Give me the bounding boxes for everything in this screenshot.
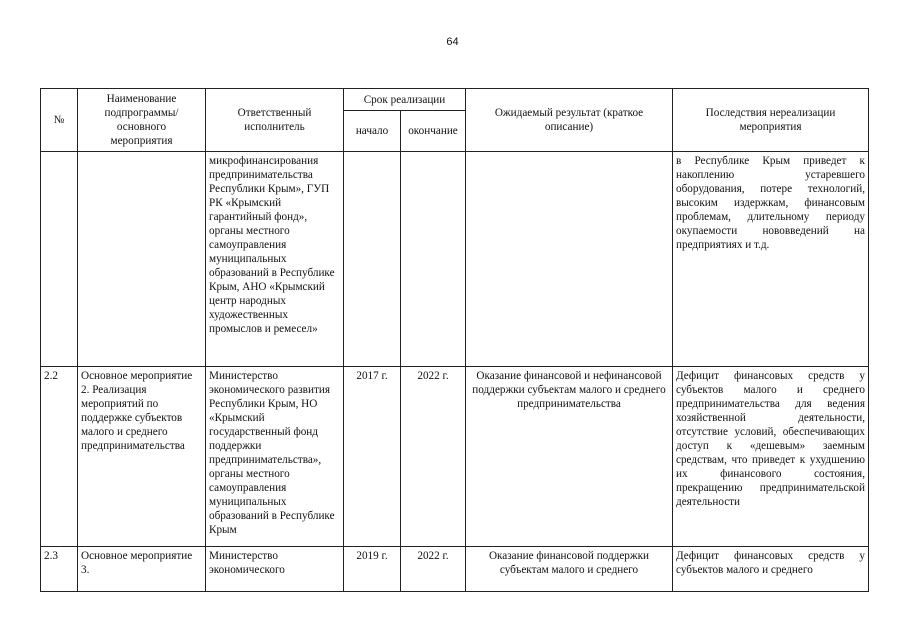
cell-end [401, 152, 466, 367]
cell-end: 2022 г. [401, 367, 466, 547]
cell-start: 2019 г. [344, 547, 401, 592]
table-row [41, 547, 869, 592]
cell-num: 2.3 [41, 547, 78, 592]
col-header-consequences-line: мероприятия [739, 121, 802, 133]
cell-num: 2.2 [41, 367, 78, 547]
cell-result: Оказание финансовой поддержки субъектам малого и среднего [466, 547, 673, 592]
col-header-responsible-line: Ответственный [237, 107, 312, 119]
col-header-end: окончание [401, 111, 466, 152]
col-header-name-line: основного [116, 121, 167, 133]
col-header-start: начало [344, 111, 401, 152]
cell-start: 2017 г. [344, 367, 401, 547]
table-row [41, 152, 869, 367]
cell-num [41, 152, 78, 367]
col-header-num: № [41, 89, 78, 152]
col-header-name-line: подпрограммы/ [104, 107, 179, 119]
page-number: 64 [446, 36, 459, 48]
col-header-consequences-line: Последствия нереализации [705, 107, 836, 119]
cell-name: Основное мероприятие 2. Реализация мероприятий по поддержке субъектов малого и среднего предпринимательства [78, 367, 206, 547]
cell-responsible: Министерство экономического развития Республики Крым, НО «Крымский государственный фонд поддержки предпринимательства», органы местного самоуправления муниципальных образований в Республике Крым [206, 367, 344, 547]
cell-consequences: Дефицит финансовых средств у субъектов малого и среднего [673, 547, 869, 592]
cell-start [344, 152, 401, 367]
col-header-name [78, 89, 206, 152]
activities-table [40, 88, 869, 592]
cell-responsible: Министерство экономического [206, 547, 344, 592]
col-header-period: Срок реализации [344, 89, 466, 111]
cell-end: 2022 г. [401, 547, 466, 592]
cell-result [466, 152, 673, 367]
col-header-responsible [206, 89, 344, 152]
col-header-name-line: мероприятия [110, 135, 173, 147]
table-row [41, 367, 869, 547]
header-row [41, 89, 869, 111]
cell-consequences: Дефицит финансовых средств у субъектов малого и среднего предпринимательства для ведения хозяйственной деятельности, отсутствие условий, обеспечивающих доступ к «дешевым» заемным средствам, что приведет к ухудшению их финансового состояния, прекращению предпринимательской деятельности [673, 367, 869, 547]
cell-result: Оказание финансовой и нефинансовой поддержки субъектам малого и среднего предпринимательства [466, 367, 673, 547]
col-header-name-line: Наименование [106, 93, 177, 105]
col-header-result [466, 89, 673, 152]
cell-name: Основное мероприятие 3. [78, 547, 206, 592]
cell-responsible: микрофинансирования предпринимательства Республики Крым», ГУП РК «Крымский гарантийный фонд», органы местного самоуправления муниципальных образований в Республике Крым, АНО «Крымский центр народных художественных промыслов и ремесел» [206, 152, 344, 367]
col-header-result-line: Ожидаемый результат (краткое [494, 107, 644, 119]
cell-consequences: в Республике Крым приведет к накоплению устаревшего оборудования, потере технологий, высоким издержкам, финансовым проблемам, длительному периоду окупаемости нововведений на предприятиях и т.д. [673, 152, 869, 367]
cell-name [78, 152, 206, 367]
col-header-responsible-line: исполнитель [244, 121, 305, 133]
col-header-result-line: описание) [544, 121, 594, 133]
col-header-consequences [673, 89, 869, 152]
